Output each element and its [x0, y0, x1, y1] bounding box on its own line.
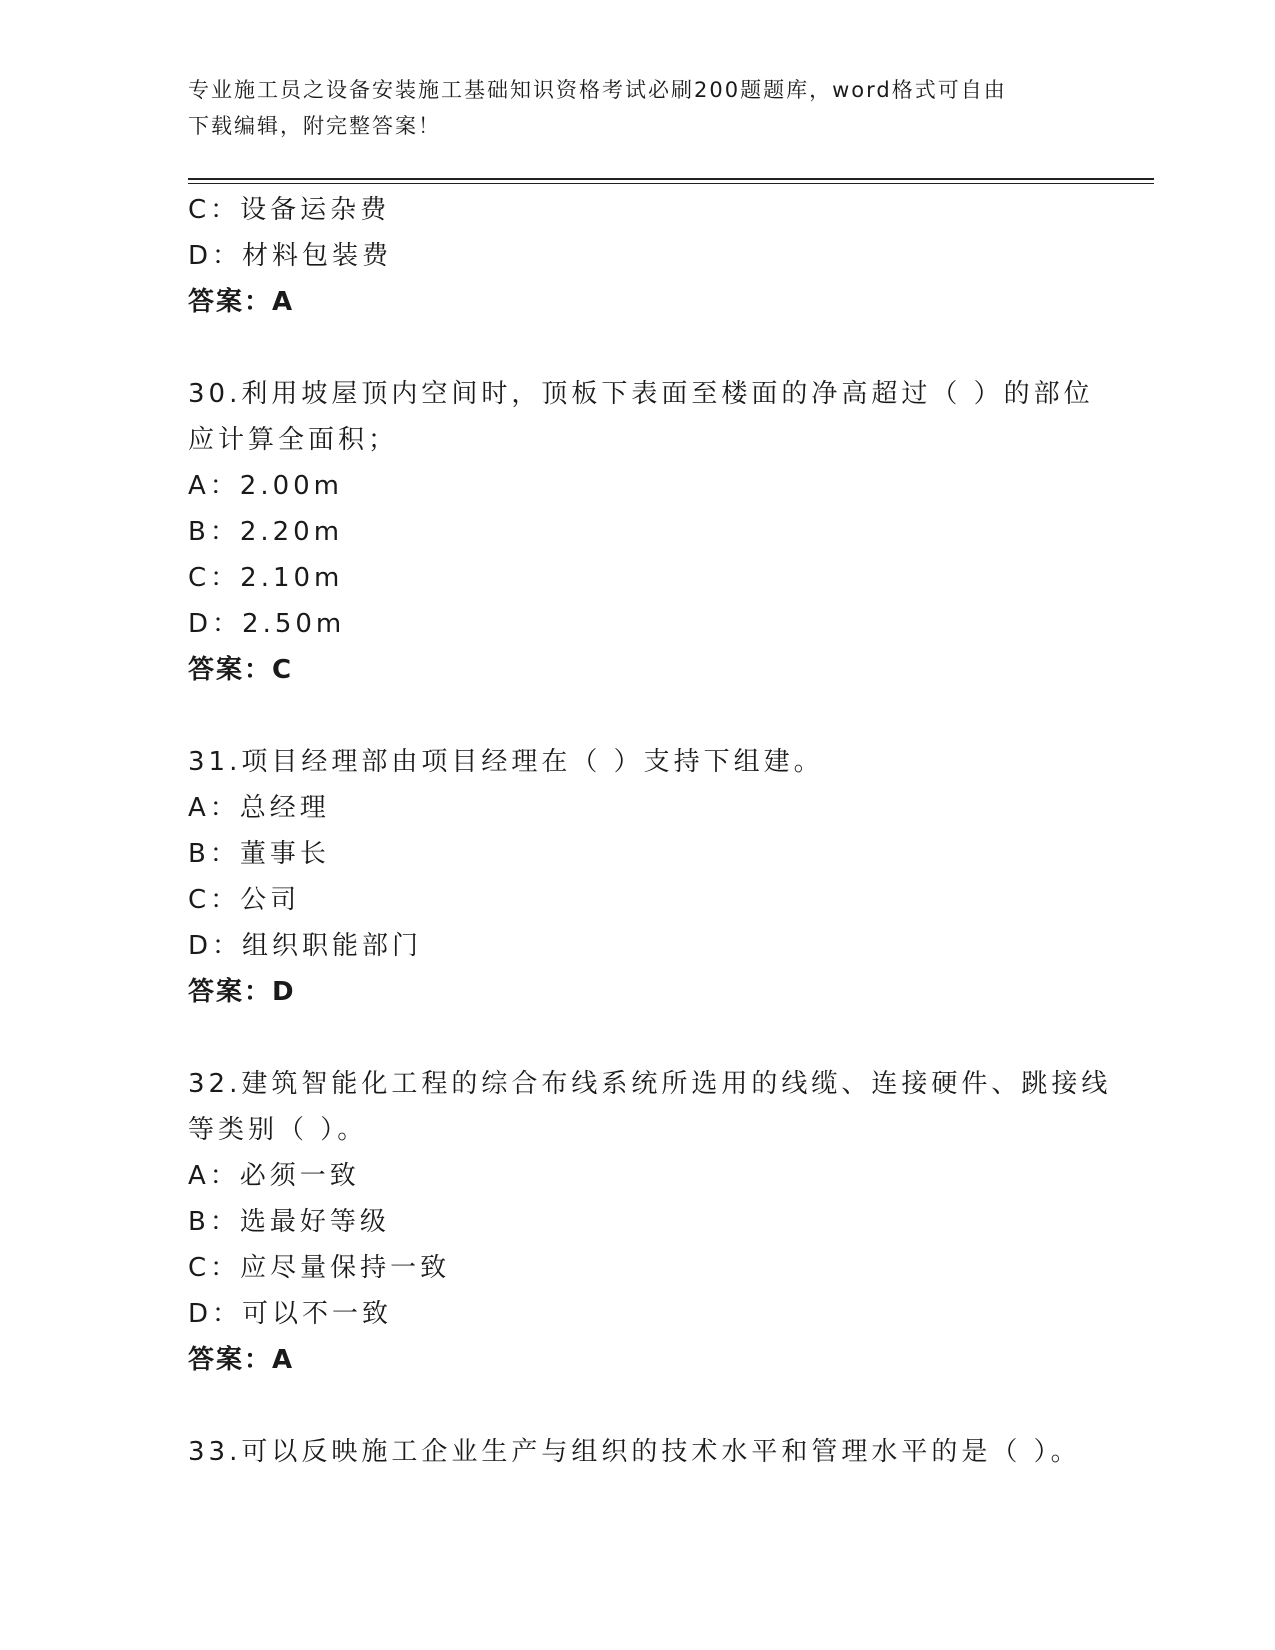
- question-32: [188, 1061, 1112, 1383]
- option-a: A：总经理: [188, 793, 330, 823]
- header-line-1: 专业施工员之设备安装施工基础知识资格考试必刷200题题库，word格式可自由: [188, 78, 1007, 102]
- question-stem: 31.项目经理部由项目经理在（ ）支持下组建。: [188, 747, 824, 777]
- spacer: [188, 1383, 1088, 1429]
- question-stem-cont: 等类别（ ）。: [188, 1115, 368, 1145]
- answer: 答案：A: [188, 287, 295, 317]
- option-b: B：董事长: [188, 839, 330, 869]
- header-divider-thick: [188, 178, 1154, 180]
- spacer: [188, 325, 1088, 371]
- question-stem: 33.可以反映施工企业生产与组织的技术水平和管理水平的是（ ）。: [188, 1437, 1081, 1467]
- option-a: A：2.00m: [188, 471, 344, 501]
- question-31: [188, 739, 1088, 1015]
- option-b: B：选最好等级: [188, 1207, 390, 1237]
- option-b: B：2.20m: [188, 517, 344, 547]
- question-stem: 30.利用坡屋顶内空间时，顶板下表面至楼面的净高超过（ ）的部位: [188, 379, 1094, 409]
- answer: 答案：C: [188, 655, 294, 685]
- option-c: C：公司: [188, 885, 301, 915]
- question-29-tail: [188, 187, 1088, 325]
- answer: 答案：D: [188, 977, 296, 1007]
- question-stem-cont: 应计算全面积；: [188, 425, 399, 455]
- question-30: [188, 371, 1094, 693]
- option-d: D：材料包装费: [188, 241, 393, 271]
- question-33: [188, 1429, 1088, 1475]
- header-line-2: 下载编辑，附完整答案！: [188, 114, 441, 138]
- option-c: C：设备运杂费: [188, 195, 391, 225]
- option-d: D：2.50m: [188, 609, 346, 639]
- question-stem: 32.建筑智能化工程的综合布线系统所选用的线缆、连接硬件、跳接线: [188, 1069, 1112, 1099]
- option-d: D：可以不一致: [188, 1299, 393, 1329]
- option-c: C：2.10m: [188, 563, 344, 593]
- option-d: D：组织职能部门: [188, 931, 423, 961]
- document-header: [188, 72, 1068, 144]
- option-c: C：应尽量保持一致: [188, 1253, 451, 1283]
- answer: 答案：A: [188, 1345, 295, 1375]
- spacer: [188, 1015, 1088, 1061]
- header-divider-thin: [188, 183, 1154, 184]
- question-list: [188, 187, 1112, 1475]
- spacer: [188, 693, 1088, 739]
- option-a: A：必须一致: [188, 1161, 360, 1191]
